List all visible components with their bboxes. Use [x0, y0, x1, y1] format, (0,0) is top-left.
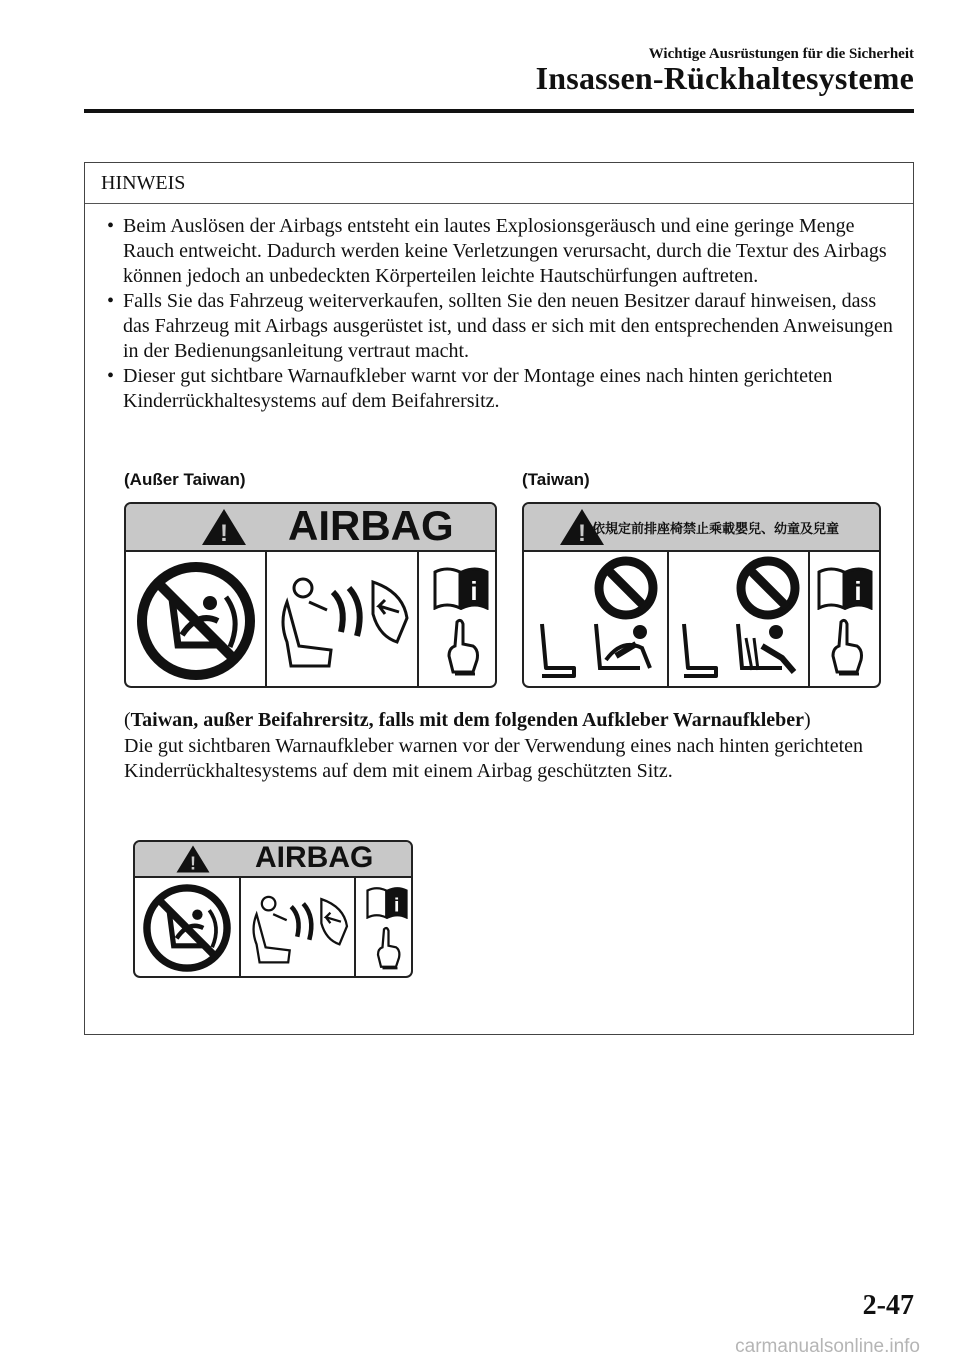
airbag-label: AIRBAG — [288, 502, 454, 549]
pointing-hand-icon — [829, 618, 865, 676]
child-seat-icon — [590, 618, 660, 682]
sticker-divider — [239, 876, 241, 976]
warning-triangle-icon — [175, 844, 211, 874]
pointing-hand-icon — [445, 618, 481, 676]
open-paren: ( — [124, 709, 131, 731]
sticker-divider — [808, 550, 810, 686]
manual-book-icon — [432, 566, 490, 610]
sub-caption — [124, 708, 914, 733]
sticker-header-band — [135, 842, 411, 878]
label-outside-taiwan: (Außer Taiwan) — [124, 470, 246, 489]
no-child-seat-icon — [141, 882, 233, 974]
list-item — [85, 214, 913, 289]
warning-triangle-icon — [200, 507, 248, 547]
sub-body-text: Die gut sichtbaren Warnaufkleber warnen vor der Verwendung eines nach hinten gerichteten Kinderrückhaltesystems auf dem mit einem Airbag geschützten Sitz. — [124, 735, 864, 782]
page-title: Insassen-Rückhaltesysteme — [535, 60, 914, 96]
bullet-dot: • — [107, 290, 115, 312]
watermark: carmanualsonline.info — [735, 1336, 920, 1357]
manual-book-icon — [816, 566, 874, 610]
bullet-text: Falls Sie das Fahrzeug weiterverkaufen, sollten Sie den neuen Besitzer darauf hinweisen, dass das Fahrzeug mit Airbags ausgerüstet ist, und dass er sich mit den entsprechenden Anweisungen in der Bedienungsanleitung vertraut macht. — [123, 290, 893, 362]
sticker-header-band — [524, 504, 879, 552]
airbag-warning-sticker — [124, 502, 497, 688]
close-paren: ) — [804, 709, 811, 731]
bullet-dot: • — [107, 365, 115, 387]
header-rule — [84, 109, 914, 113]
airbag-label: AIRBAG — [255, 841, 374, 874]
label-taiwan: (Taiwan) — [522, 470, 590, 489]
airbag-warning-sticker-small — [133, 840, 413, 978]
manual-book-icon — [365, 886, 409, 919]
child-seat-icon — [732, 618, 802, 682]
warning-symbol: ! — [190, 853, 196, 874]
info-symbol: i — [854, 576, 862, 606]
section-title: Wichtige Ausrüstungen für die Sicherheit — [648, 46, 914, 62]
airbag-deploy-icon — [243, 884, 353, 973]
bullet-dot: • — [107, 215, 115, 237]
list-item — [85, 289, 913, 364]
sticker-divider — [417, 550, 419, 686]
page-number: 2-47 — [862, 1290, 914, 1321]
taiwan-warning-sticker — [522, 502, 881, 688]
prohibition-icon — [736, 556, 800, 620]
no-child-seat-icon — [134, 559, 258, 683]
warning-symbol: ! — [578, 520, 586, 547]
empty-seat-icon — [678, 620, 720, 682]
bullet-text: Beim Auslösen der Airbags entsteht ein lautes Explosionsgeräusch und eine geringe Menge Rauch entweicht. Dadurch werden keine Verletzungen verursacht, durch die Textur des Airbags können jedoch an unbedeckten Körperteilen leichte Hautschürfungen auftreten. — [123, 215, 887, 287]
sticker-header-band — [126, 504, 495, 552]
sticker-divider — [265, 550, 267, 686]
note-bullets — [85, 204, 913, 414]
sticker-divider — [354, 876, 356, 976]
info-symbol: i — [470, 576, 478, 606]
sub-caption-text: Taiwan, außer Beifahrersitz, falls mit dem folgenden Aufkleber Warnaufkleber — [130, 709, 805, 731]
prohibition-icon — [594, 556, 658, 620]
airbag-deploy-icon — [269, 562, 415, 680]
note-heading: HINWEIS — [85, 163, 913, 204]
list-item — [85, 364, 913, 414]
pointing-hand-icon — [375, 926, 402, 970]
sticker-divider — [667, 550, 669, 686]
warning-symbol: ! — [220, 520, 228, 547]
empty-seat-icon — [536, 620, 578, 682]
bullet-text: Dieser gut sichtbare Warnaufkleber warnt vor der Montage eines nach hinten gerichteten Kinderrückhaltesystems auf dem Beifahrersitz. — [123, 365, 833, 412]
info-symbol: i — [394, 894, 400, 917]
taiwan-warning-text: 依規定前排座椅禁止乘載嬰兒、幼童及兒童 — [592, 522, 840, 537]
